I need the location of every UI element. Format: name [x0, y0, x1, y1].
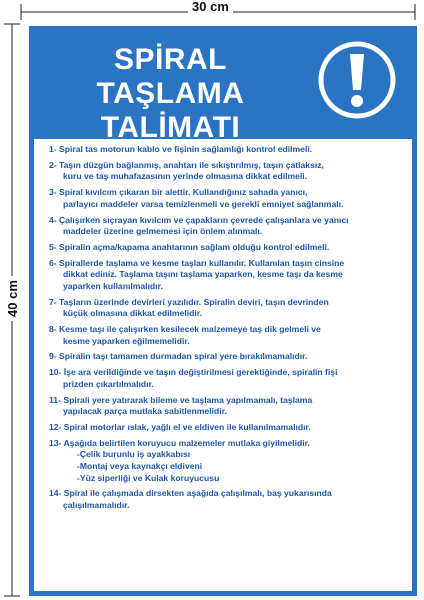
sign-title — [48, 43, 293, 145]
instruction-line: küçük olmasına dikkat edilmelidir. — [63, 308, 202, 319]
safety-sign — [29, 26, 417, 596]
instruction-line: 1- Spiral tas motorun kablo ve fişinin sağlamlığı kontrol edilmeli. — [49, 144, 313, 154]
instruction-item — [49, 367, 407, 390]
instruction-line: 3- Spiral kıvılcım çıkaran bir alettir. Kullandığınız sahada yanıcı, — [49, 187, 308, 198]
sign-header — [34, 30, 412, 144]
instruction-item — [49, 160, 407, 183]
instruction-item — [49, 351, 407, 363]
protective-equipment-item: -Yüz siperliği ve Kulak koruyucusu — [77, 472, 220, 483]
instruction-item — [49, 438, 407, 484]
instruction-line: yapılacak parça mutlaka sabitlenmelidir. — [63, 406, 227, 417]
instruction-item — [49, 187, 407, 210]
instruction-line: 13- Aşağıda belirtilen koruyucu malzemeler mutlaka giyilmelidir. — [49, 437, 310, 448]
instruction-list — [49, 144, 407, 590]
instruction-line: 12- Spiral motorlar ıslak, yağlı el ve eldiven ile kullanılmamalıdır. — [49, 421, 311, 432]
instruction-line: 5- Spiralin açma/kapama anahtarının sağlam olduğu kontrol edilmeli. — [49, 241, 330, 252]
exclamation-icon — [317, 40, 397, 120]
instruction-item — [49, 488, 407, 511]
instruction-line: parlayıcı maddeler varsa temizlenmeli ve gerekli emniyet sağlanmalı. — [63, 198, 344, 209]
sign-title-line2: TALİMATI — [100, 111, 241, 144]
instruction-line: 2- Taşın düzgün bağlanmış, anahtarı ile sıkıştırılmış, taşın çatlaksız, — [49, 159, 324, 170]
width-dimension — [18, 0, 418, 22]
instruction-line: maddeler üzerine gelmemesi için önlem alınmalı. — [63, 226, 263, 237]
instruction-item — [49, 242, 407, 254]
instruction-item — [49, 422, 407, 434]
instruction-item — [49, 258, 407, 293]
instruction-item — [49, 215, 407, 238]
width-label: 30 cm — [188, 0, 233, 14]
instruction-line: yaparken kullanılmalıdır. — [63, 280, 163, 291]
protective-equipment-item: -Çelik burunlu iş ayakkabısı — [77, 449, 191, 460]
instruction-item — [49, 144, 407, 156]
instruction-line: kesme yaparken eğilmemelidir. — [63, 335, 190, 346]
instruction-line: 8- Kesme taşı ile çalışırken kesilecek malzemeye taş dik gelmeli ve — [49, 324, 321, 335]
instruction-item — [49, 395, 407, 418]
instruction-line: çalışılmamalıdır. — [63, 499, 130, 510]
instruction-line: 6- Spirallerde taşlama ve kesme taşları kullanılır. Kullanılan taşın cinsine — [49, 257, 345, 268]
protective-equipment-item: -Montaj veya kaynakçı eldiveni — [77, 460, 203, 471]
instruction-item — [49, 324, 407, 347]
sign-title-line1: SPİRAL TAŞLAMA — [96, 43, 245, 110]
instruction-line: 9- Spiralin taşı tamamen durmadan spiral yere bırakılmamalıdır. — [49, 351, 308, 362]
height-label: 40 cm — [5, 276, 20, 321]
instruction-item — [49, 297, 407, 320]
instruction-line: kuru ve taş muhafazasının yerinde olmasına dikkat edilmeli. — [63, 171, 308, 182]
height-dimension — [0, 16, 22, 600]
instruction-line: 7- Taşların üzerinde devirleri yazılıdır. Spiralin deviri, taşın devrinden — [49, 296, 329, 307]
instruction-line: dikkat ediniz. Taşlama taşını taşlama yaparken, kesme taşı da kesme — [63, 269, 343, 280]
instruction-line: 4- Çalışırken sıçrayan kıvılcım ve çapakların çevrede çalışanlara ve yanıcı — [49, 214, 349, 225]
instruction-line: 11- Spirali yere yatırarak bileme ve taşlama yapılmamalı, taşlama — [49, 394, 313, 405]
instruction-line: 10- İşe ara verildiğinde ve taşın değiştirilmesi gerektiğinde, spiralin fişi — [49, 367, 338, 378]
instruction-line: prizden çıkartılmalıdır. — [63, 378, 154, 389]
instruction-line: 14- Spiral ile çalışmada dirsekten aşağıda çalışılmalı, baş yukarısında — [49, 488, 332, 499]
